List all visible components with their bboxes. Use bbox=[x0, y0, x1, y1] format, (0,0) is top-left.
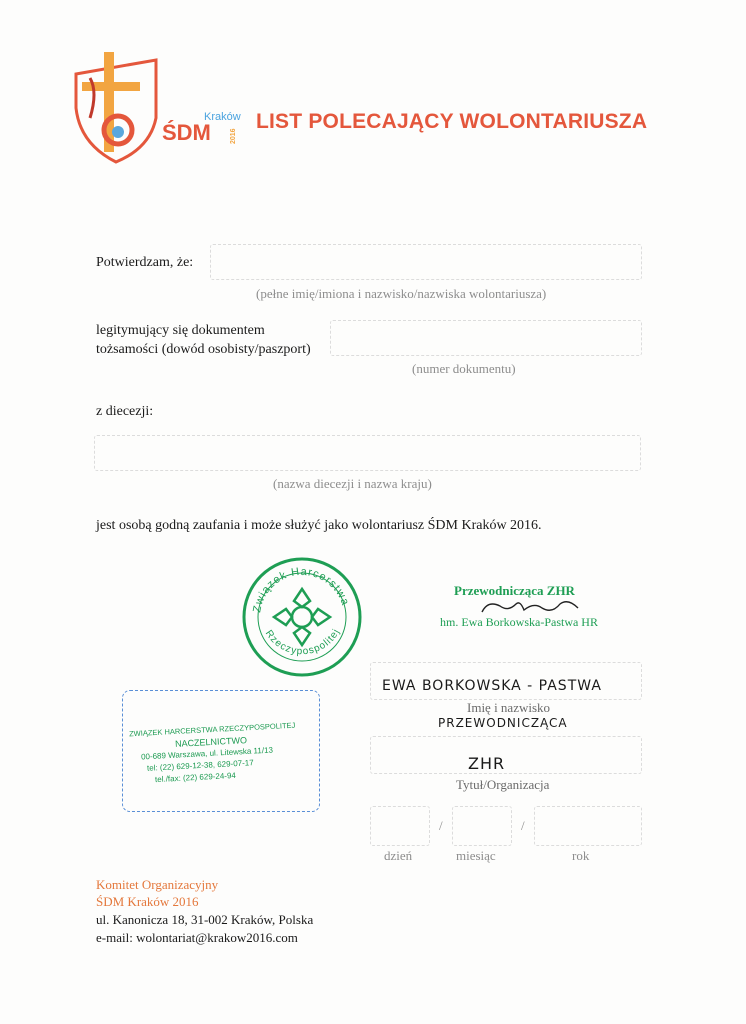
logo-city-text: Kraków bbox=[204, 111, 241, 123]
chairwoman-title: Przewodnicząca ZHR bbox=[454, 583, 575, 598]
rect-stamp-line2: NACZELNICTWO bbox=[174, 735, 248, 749]
rect-stamp-line3: 00-689 Warszawa, ul. Litewska 11/13 bbox=[140, 745, 274, 762]
document-number-field[interactable] bbox=[330, 320, 642, 356]
footer-email: e-mail: wolontariat@krakow2016.com bbox=[96, 930, 298, 945]
diocese-field[interactable] bbox=[94, 435, 641, 471]
signer-title-field[interactable] bbox=[370, 736, 642, 774]
date-month-field[interactable] bbox=[452, 806, 512, 846]
logo-dot bbox=[112, 126, 124, 138]
diocese-hint: (nazwa diecezji i nazwa kraju) bbox=[273, 476, 432, 491]
footer-org-line2: ŚDM Kraków 2016 bbox=[96, 894, 199, 909]
page-title: LIST POLECAJĄCY WOLONTARIUSZA bbox=[256, 110, 648, 133]
date-separator-1: / bbox=[439, 818, 443, 833]
confirm-label: Potwierdzam, że: bbox=[96, 255, 194, 270]
signer-org-value: ZHR bbox=[468, 754, 506, 773]
logo-cross-horizontal bbox=[82, 82, 140, 91]
date-day-label: dzień bbox=[384, 848, 413, 863]
rect-stamp-line1: ZWIĄZEK HARCERSTWA RZECZYPOSPOLITEJ bbox=[128, 720, 296, 739]
diocese-label: z diecezji: bbox=[96, 404, 154, 419]
scout-cross-icon bbox=[274, 589, 330, 645]
logo-shield bbox=[76, 60, 156, 162]
signer-name-label: Imię i nazwisko bbox=[467, 700, 551, 715]
document-label-line1: legitymujący się dokumentem bbox=[96, 323, 265, 338]
logo-year-text: 2016 bbox=[230, 128, 237, 144]
rectangular-stamp bbox=[122, 690, 320, 812]
signer-role-value: PRZEWODNICZĄCA bbox=[438, 716, 568, 730]
date-separator-2: / bbox=[521, 818, 525, 833]
volunteer-name-hint: (pełne imię/imiona i nazwisko/nazwiska wolontariusza) bbox=[256, 286, 547, 301]
footer-org-line1: Komitet Organizacyjny bbox=[96, 877, 219, 892]
signer-title-label: Tytuł/Organizacja bbox=[456, 777, 550, 792]
document-number-hint: (numer dokumentu) bbox=[412, 361, 516, 376]
document-label-line2: tożsamości (dowód osobisty/paszport) bbox=[96, 342, 311, 357]
round-stamp-bottom-text: Rzeczypospolitej bbox=[262, 626, 343, 658]
rect-stamp-line4: tel: (22) 629-12-38, 629-07-17 bbox=[146, 758, 254, 773]
footer-address: ul. Kanonicza 18, 31-002 Kraków, Polska bbox=[96, 912, 314, 927]
rect-stamp-line5: tel./fax: (22) 629-24-94 bbox=[154, 770, 237, 785]
sdm-logo bbox=[70, 48, 250, 168]
signer-name-value: EWA BORKOWSKA - PASTWA bbox=[382, 678, 602, 694]
chairwoman-name: hm. Ewa Borkowska-Pastwa HR bbox=[440, 615, 598, 629]
date-day-field[interactable] bbox=[370, 806, 430, 846]
date-month-label: miesiąc bbox=[456, 848, 496, 863]
logo-name-text: ŚDM bbox=[162, 120, 211, 145]
trust-statement: jest osobą godną zaufania i może służyć jako wolontariusz ŚDM Kraków 2016. bbox=[96, 518, 542, 533]
date-year-field[interactable] bbox=[534, 806, 642, 846]
volunteer-name-field[interactable] bbox=[210, 244, 642, 280]
round-stamp bbox=[240, 555, 365, 680]
round-stamp-top-text: Związek Harcerstwa bbox=[251, 565, 352, 614]
date-year-label: rok bbox=[572, 848, 590, 863]
